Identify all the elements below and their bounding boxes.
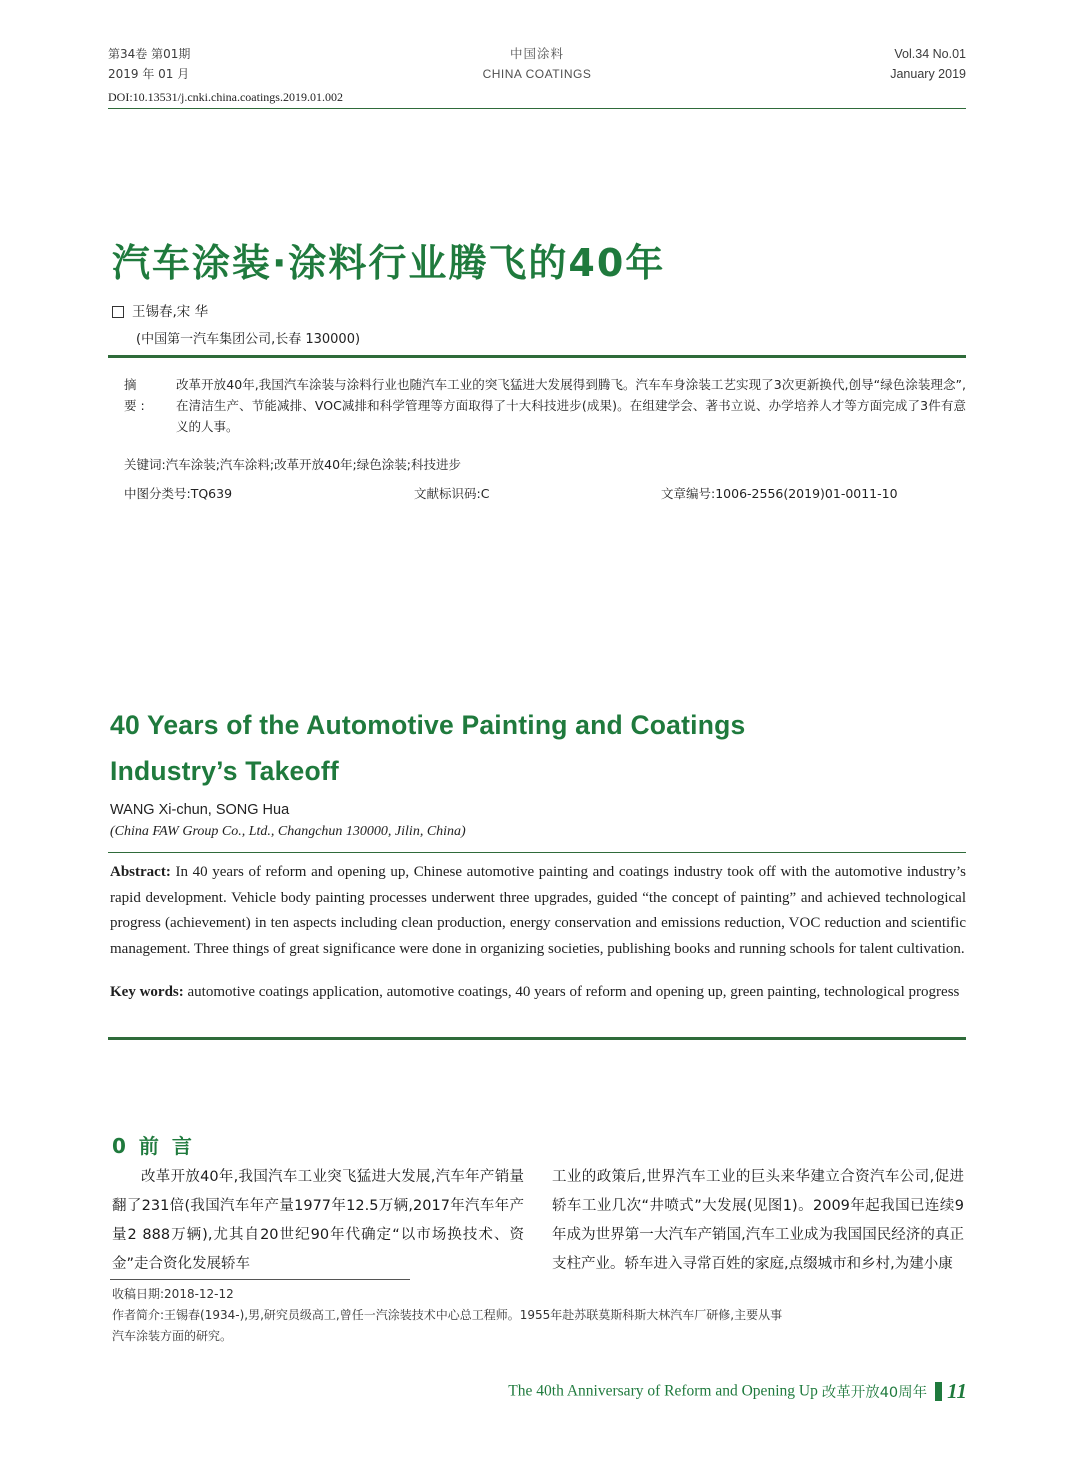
doi-text: DOI:10.13531/j.cnki.china.coatings.2019.01.002 [108, 90, 343, 104]
footer-ordinal-sup: th [551, 1382, 564, 1400]
abstract-cn [124, 374, 966, 437]
journal-title-en: CHINA COATINGS [482, 67, 592, 81]
abstract-cn-text: 改革开放40年,我国汽车涂装与涂料行业也随汽车工业的突飞猛进大发展得到腾飞。汽车车身涂装工艺实现了3次更新换代,创导“绿色涂装理念”,在清洁生产、节能减排、VOC减排和科学管理等方面取得了十大科技进步(成果)。在组建学会、著书立说、办学培养人才等方面完成了3件有意义的人事。 [176, 377, 966, 434]
title-rule [108, 355, 966, 358]
running-head-right [890, 44, 966, 84]
english-rule-bottom [108, 1037, 966, 1040]
footnote-rule [110, 1279, 410, 1280]
document-code: 文献标识码:C [414, 486, 490, 501]
authors-cn-text: 王锡春,宋 华 [132, 304, 209, 320]
body-paragraph-right: 工业的政策后,世界汽车工业的巨头来华建立合资汽车公司,促进轿车工业几次“井喷式”大发展(见图1)。2009年起我国已连续9年成为世界第一大汽车产销国,汽车工业成为我国国民经济的真正支柱产业。轿车进入寻常百姓的家庭,点缀城市和乡村,为建小康 [552, 1169, 964, 1272]
article-id: 文章编号:1006-2556(2019)01-0011-10 [661, 486, 898, 501]
abstract-en-label: Abstract: [110, 864, 171, 880]
journal-title-cn: 中国涂料 [509, 46, 564, 61]
authors-en: WANG Xi-chun, SONG Hua [110, 802, 290, 818]
abstract-cn-label: 摘 要: [124, 377, 149, 413]
keywords-cn: 关键词:汽车涂装;汽车涂料;改革开放40年;绿色涂装;科技进步 [124, 457, 461, 472]
title-cn: 汽车涂装·涂料行业腾飞的40年 [112, 241, 666, 285]
date-en: January 2019 [890, 67, 966, 81]
received-date: 收稿日期:2018-12-12 [112, 1287, 234, 1301]
page-number: 11 [947, 1379, 967, 1403]
keywords-en-label: Key words: [110, 984, 184, 1000]
date-cn: 2019 年 01 月 [108, 67, 190, 81]
footer-bar-icon [935, 1382, 942, 1401]
keywords-en-text: automotive coatings application, automotive coatings, 40 years of reform and opening up, green painting, technological progress [183, 984, 960, 1000]
volume-issue-en: Vol.34 No.01 [894, 47, 966, 61]
keywords-en [110, 980, 966, 1006]
abstract-en-text: In 40 years of reform and opening up, Chinese automotive painting and coatings industry took off with the automotive industry’s rapid development. Vehicle body painting processes underwent three upgrades, guided “the concept of painting” and achieved technological progress (achievement) in ten aspects including clean production, energy conservation and emissions reduction, VOC reduction and scientific management. Three things of great significance were done in organizing societies, publishing books and running schools for talent cultivation. [110, 864, 966, 957]
english-rule-top [108, 852, 966, 853]
body-paragraph-left: 改革开放40年,我国汽车工业突飞猛进大发展,汽车年产销量翻了231倍(我国汽车年产量1977年12.5万辆,2017年汽车年产量2 888万辆),尤其自20世纪90年代确定“以市场换技术、资金”走合资化发展轿车 [112, 1169, 524, 1272]
author-bio-line-2: 汽车涂装方面的研究。 [112, 1329, 233, 1343]
header-rule [108, 108, 966, 109]
classification-line [124, 484, 966, 504]
footer-text-en-2: Anniversary of Reform and Opening Up [563, 1382, 822, 1400]
footer-text-cn: 改革开放40周年 [821, 1385, 928, 1401]
authors-cn [112, 300, 208, 320]
volume-issue-cn: 第34卷 第01期 [108, 47, 191, 61]
title-en: 40 Years of the Automotive Painting and Coatings Industry’s Takeoff [110, 710, 746, 786]
affiliation-en: (China FAW Group Co., Ltd., Changchun 130000, Jilin, China) [110, 824, 466, 839]
body-column-left [112, 1163, 524, 1279]
section-heading-intro: 0 前 言 [112, 1134, 195, 1158]
body-column-right [552, 1163, 964, 1279]
affiliation-cn: (中国第一汽车集团公司,长春 130000) [136, 332, 361, 347]
running-head [108, 44, 966, 90]
running-head-center [108, 44, 966, 84]
footer-text-en-1: The 40 [508, 1382, 552, 1400]
clc-number: 中图分类号:TQ639 [124, 486, 233, 501]
abstract-en [110, 860, 966, 962]
footnote-block [112, 1284, 902, 1347]
page-footer [508, 1379, 967, 1403]
bullet-square-icon [112, 306, 124, 318]
author-bio-line-1: 作者简介:王锡春(1934-),男,研究员级高工,曾任一汽涂装技术中心总工程师。1955年赴苏联莫斯科斯大林汽车厂研修,主要从事 [112, 1308, 783, 1322]
